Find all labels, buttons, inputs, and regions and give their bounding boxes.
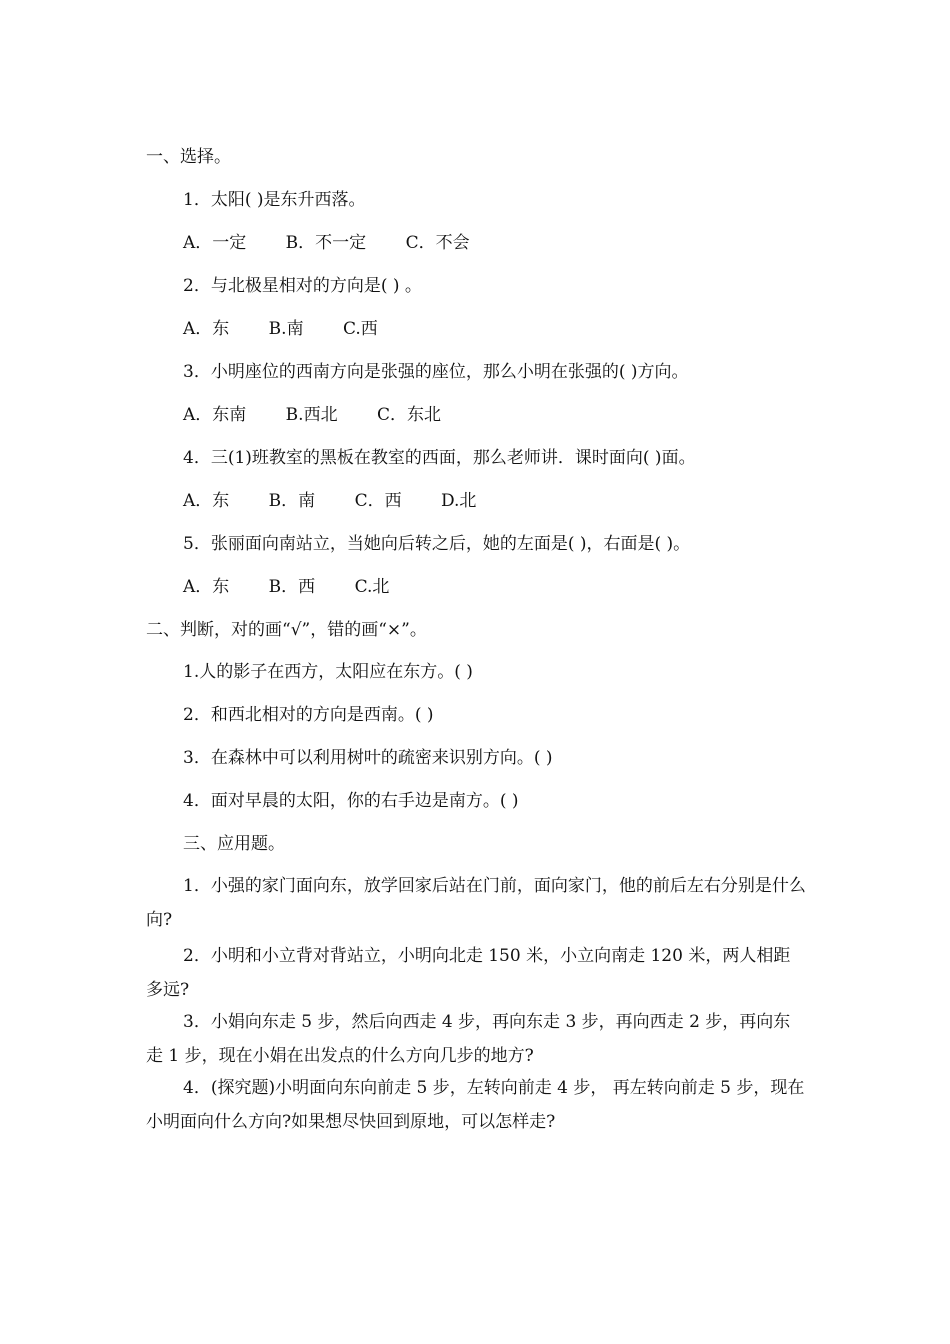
- application-question-4: 4．(探究题)小明面向东向前走 5 步，左转向前走 4 步， 再左转向前走 5 步，现在小明面向什么方向?如果想尽快回到原地，可以怎样走?: [146, 1078, 805, 1132]
- choice-question-1: 1．太阳( )是东升西落。: [183, 190, 366, 210]
- section-heading-judge: 二、判断，对的画“√”，错的画“×”。: [146, 620, 427, 640]
- application-question-3: 3．小娟向东走 5 步，然后向西走 4 步，再向东走 3 步，再向西走 2 步，再向东走 1 步，现在小娟在出发点的什么方向几步的地方?: [146, 1012, 791, 1066]
- choice-options-4: A．东 B．南 C．西 D.北: [183, 491, 477, 511]
- section-heading-choice: 一、选择。: [146, 147, 231, 167]
- choice-question-2: 2．与北极星相对的方向是( ) 。: [183, 276, 422, 296]
- application-question-1: 1．小强的家门面向东，放学回家后站在门前，面向家门，他的前后左右分别是什么向?: [146, 876, 806, 930]
- section-heading-application: 三、应用题。: [183, 834, 285, 854]
- judge-item-3: 3．在森林中可以利用树叶的疏密来识别方向。( ): [183, 748, 553, 768]
- application-question-2: 2．小明和小立背对背站立，小明向北走 150 米，小立向南走 120 米，两人相距多远?: [146, 946, 791, 1000]
- choice-options-2: A．东 B.南 C.西: [183, 319, 378, 339]
- judge-item-4: 4．面对早晨的太阳，你的右手边是南方。( ): [183, 791, 519, 811]
- choice-question-3: 3．小明座位的西南方向是张强的座位，那么小明在张强的( )方向。: [183, 362, 689, 382]
- choice-question-5: 5．张丽面向南站立，当她向后转之后，她的左面是( )，右面是( )。: [183, 534, 691, 554]
- choice-options-3: A．东南 B.西北 C．东北: [183, 405, 441, 425]
- judge-item-1: 1.人的影子在西方，太阳应在东方。( ): [183, 662, 473, 682]
- choice-question-4: 4．三(1)班教室的黑板在教室的西面，那么老师讲．课时面向( )面。: [183, 448, 696, 468]
- judge-item-2: 2．和西北相对的方向是西南。( ): [183, 705, 434, 725]
- choice-options-1: A．一定 B．不一定 C．不会: [183, 233, 470, 253]
- choice-options-5: A．东 B．西 C.北: [183, 577, 390, 597]
